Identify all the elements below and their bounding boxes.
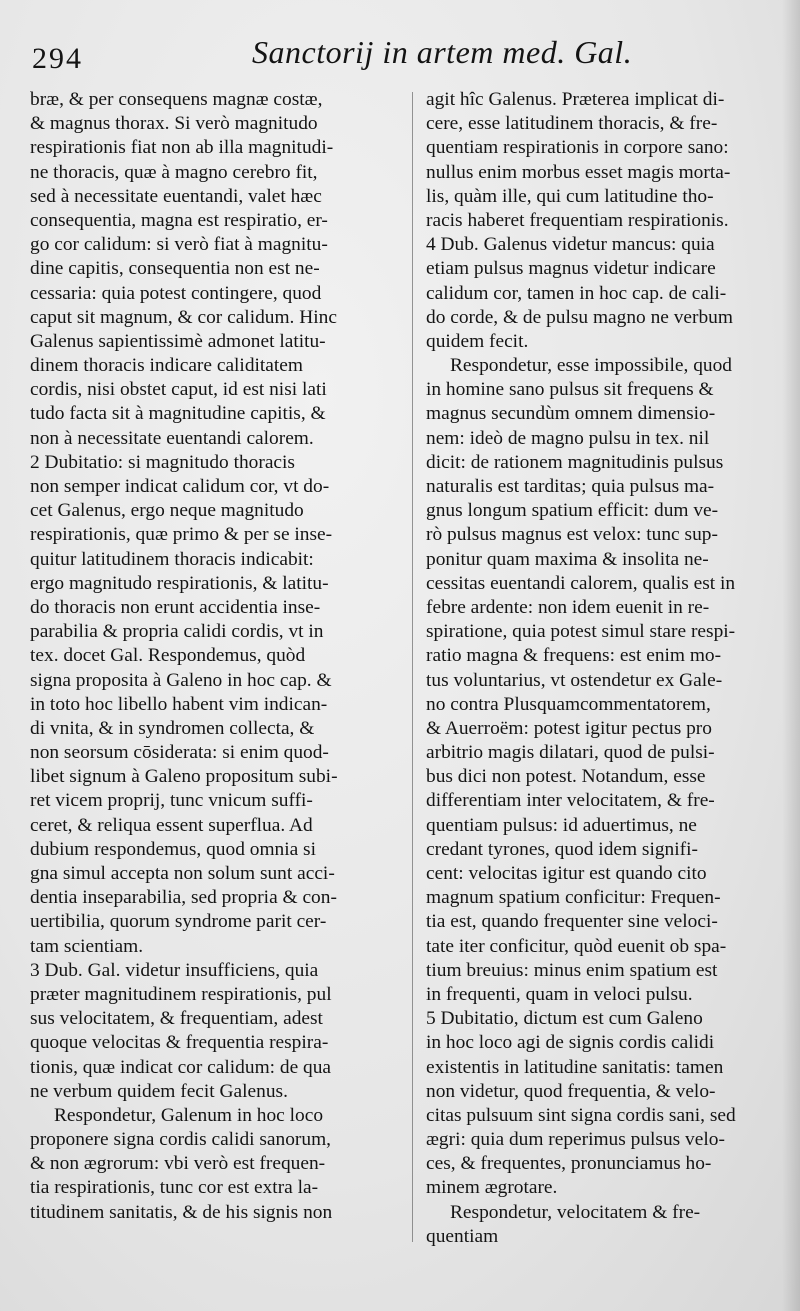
text-line: in hoc loco agi de signis cordis calidi [426, 1032, 715, 1054]
text-line: magnus secundùm omnem dimensio- [426, 403, 716, 425]
text-line: cet Galenus, ergo neque magnitudo [30, 500, 304, 522]
text-line: ægri: quia dum reperimus pulsus velo- [426, 1129, 725, 1151]
text-line: go cor calidum: si verò fiat à magnitu- [30, 234, 328, 256]
text-line: tate iter conficitur, quòd euenit ob spa- [426, 935, 727, 957]
text-line: rò pulsus magnus est velox: tunc sup- [426, 524, 718, 546]
text-line: tam scientiam. [30, 935, 144, 957]
text-line: credant tyrones, quod idem signifi- [426, 838, 698, 860]
text-line: tia est, quando frequenter sine veloci- [426, 911, 718, 933]
page-number: 294 [32, 42, 83, 75]
text-line: arbitrio magis dilatari, quod de pulsi- [426, 742, 715, 764]
text-line: quentiam respirationis in corpore sano: [426, 137, 729, 159]
text-line: signa proposita à Galeno in hoc cap. & [30, 669, 332, 691]
text-line: ces, & frequentes, pronunciamus ho- [426, 1153, 712, 1175]
text-line: & magnus thorax. Si verò magnitudo [30, 113, 318, 135]
text-line: tia respirationis, tunc cor est extra la- [30, 1177, 319, 1199]
text-line: cessitas euentandi calorem, qualis est in [426, 572, 736, 594]
text-line: 2 Dubitatio: si magnitudo thoracis [30, 451, 295, 473]
text-line: gnus longum spatium efficit: dum ve- [426, 500, 719, 522]
text-line: no contra Plusquamcommentatorem, [426, 693, 711, 715]
text-line: tudo facta sit à magnitudine capitis, & [30, 403, 326, 425]
text-line: 5 Dubitatio, dictum est cum Galeno [426, 1008, 703, 1030]
text-line: non semper indicat calidum cor, vt do- [30, 476, 330, 497]
text-line: do corde, & de pulsu magno ne verbum [426, 306, 733, 328]
text-line: gna simul accepta non solum sunt acci- [30, 863, 335, 884]
text-line: spiratione, quia potest simul stare respi- [426, 621, 736, 643]
text-line: quitur latitudinem thoracis indicabit: [30, 548, 314, 570]
text-line: lis, quàm ille, qui cum latitudine tho- [426, 185, 714, 207]
text-line: nem: ideò de magno pulsu in tex. nil [426, 427, 710, 449]
text-line: dentia inseparabilia, sed propria & con- [30, 887, 337, 909]
text-line: in toto hoc libello habent vim indican- [30, 693, 328, 715]
text-line: in frequenti, quam in veloci pulsu. [426, 983, 693, 1005]
text-line: cere, esse latitudinem thoracis, & fre- [426, 113, 718, 135]
text-line: bræ, & per consequens magnæ costæ, [30, 89, 323, 110]
text-line: & non ægrorum: vbi verò est frequen- [30, 1153, 326, 1175]
text-line: ergo magnitudo respirationis, & latitu- [30, 572, 329, 594]
left-column [30, 88, 398, 1225]
text-line: præter magnitudinem respirationis, pul [30, 983, 332, 1005]
text-line: existentis in latitudine sanitatis: tamen [426, 1056, 724, 1078]
text-line: naturalis est tarditas; quia pulsus ma- [426, 476, 715, 497]
text-line: tus voluntarius, vt ostendetur ex Gale- [426, 669, 723, 691]
page-edge-shadow [782, 0, 800, 1311]
text-line: respirationis fiat non ab illa magnitudi- [30, 137, 334, 159]
text-line: quoque velocitas & frequentia respira- [30, 1032, 329, 1054]
text-line: in homine sano pulsus sit frequens & [426, 379, 714, 401]
text-line: Respondetur, esse impossibile, quod [450, 355, 732, 377]
text-line: cessaria: quia potest contingere, quod [30, 282, 322, 304]
text-line: ret vicem proprij, tunc vnicum suffi- [30, 790, 313, 812]
right-column [426, 88, 792, 1249]
text-line: titudinem sanitatis, & de his signis non [30, 1201, 333, 1223]
text-line: di vnita, & in syndromen collecta, & [30, 717, 315, 739]
text-line: etiam pulsus magnus videtur indicare [426, 258, 716, 280]
text-line: tium breuius: minus enim spatium est [426, 959, 718, 981]
text-line: libet signum à Galeno propositum subi- [30, 766, 338, 788]
text-line: caput sit magnum, & cor calidum. Hinc [30, 306, 337, 328]
text-line: Galenus sapientissimè admonet latitu- [30, 330, 326, 352]
text-line: bus dici non potest. Notandum, esse [426, 766, 706, 788]
text-line: dicit: de rationem magnitudinis pulsus [426, 451, 724, 473]
text-line: consequentia, magna est respiratio, er- [30, 209, 328, 231]
text-line: tex. docet Gal. Respondemus, quòd [30, 645, 306, 667]
text-line: dubium respondemus, quod omnia si [30, 838, 316, 860]
text-line: minem ægrotare. [426, 1177, 558, 1199]
text-line: non à necessitate euentandi calorem. [30, 427, 314, 449]
text-line: 3 Dub. Gal. videtur insufficiens, quia [30, 959, 319, 981]
text-line: dine capitis, consequentia non est ne- [30, 258, 320, 280]
text-line: quentiam [426, 1225, 499, 1247]
text-line: sus velocitatem, & frequentiam, adest [30, 1008, 323, 1030]
text-line: ne thoracis, quæ à magno cerebro fit, [30, 161, 318, 183]
text-line: nullus enim morbus esset magis morta- [426, 161, 731, 183]
text-line: febre ardente: non idem euenit in re- [426, 596, 710, 618]
text-line: ratio magna & frequens: est enim mo- [426, 645, 722, 667]
text-line: quidem fecit. [426, 330, 529, 352]
text-line: ceret, & reliqua essent superflua. Ad [30, 814, 313, 836]
text-line: differentiam inter velocitatem, & fre- [426, 790, 715, 812]
text-line: non videtur, quod frequentia, & velo- [426, 1080, 716, 1102]
text-line: agit hîc Galenus. Præterea implicat di- [426, 89, 725, 110]
text-line: Respondetur, velocitatem & fre- [450, 1201, 701, 1223]
text-line: tionis, quæ indicat cor calidum: de qua [30, 1056, 332, 1078]
text-line: racis haberet frequentiam respirationis. [426, 209, 729, 231]
text-line: non seorsum cōsiderata: si enim quod- [30, 742, 329, 764]
running-head: Sanctorij in artem med. Gal. [252, 34, 633, 70]
text-line: ponitur quam maxima & insolita ne- [426, 548, 709, 570]
text-line: Respondetur, Galenum in hoc loco [54, 1104, 324, 1126]
text-line: cordis, nisi obstet caput, id est nisi lati [30, 379, 327, 401]
text-line: & Auerroëm: potest igitur pectus pro [426, 717, 712, 739]
text-line: sed à necessitate euentandi, valet hæc [30, 185, 322, 207]
text-line: do thoracis non erunt accidentia inse- [30, 596, 321, 618]
text-line: uertibilia, quorum syndrome parit cer- [30, 911, 327, 933]
text-line: cent: velocitas igitur est quando cito [426, 863, 707, 884]
text-line: parabilia & propria calidi cordis, vt in [30, 621, 324, 643]
text-line: ne verbum quidem fecit Galenus. [30, 1080, 288, 1102]
column-divider [412, 92, 413, 1242]
text-line: dinem thoracis indicare caliditatem [30, 355, 303, 377]
text-line: quentiam pulsus: id aduertimus, ne [426, 814, 697, 836]
text-line: 4 Dub. Galenus videtur mancus: quia [426, 234, 715, 256]
text-line: respirationis, quæ primo & per se inse- [30, 524, 333, 546]
text-line: magnum spatium conficitur: Frequen- [426, 887, 721, 909]
text-line: citas pulsuum sint signa cordis sani, sed [426, 1104, 736, 1126]
text-line: proponere signa cordis calidi sanorum, [30, 1129, 332, 1151]
text-line: calidum cor, tamen in hoc cap. de cali- [426, 282, 727, 304]
